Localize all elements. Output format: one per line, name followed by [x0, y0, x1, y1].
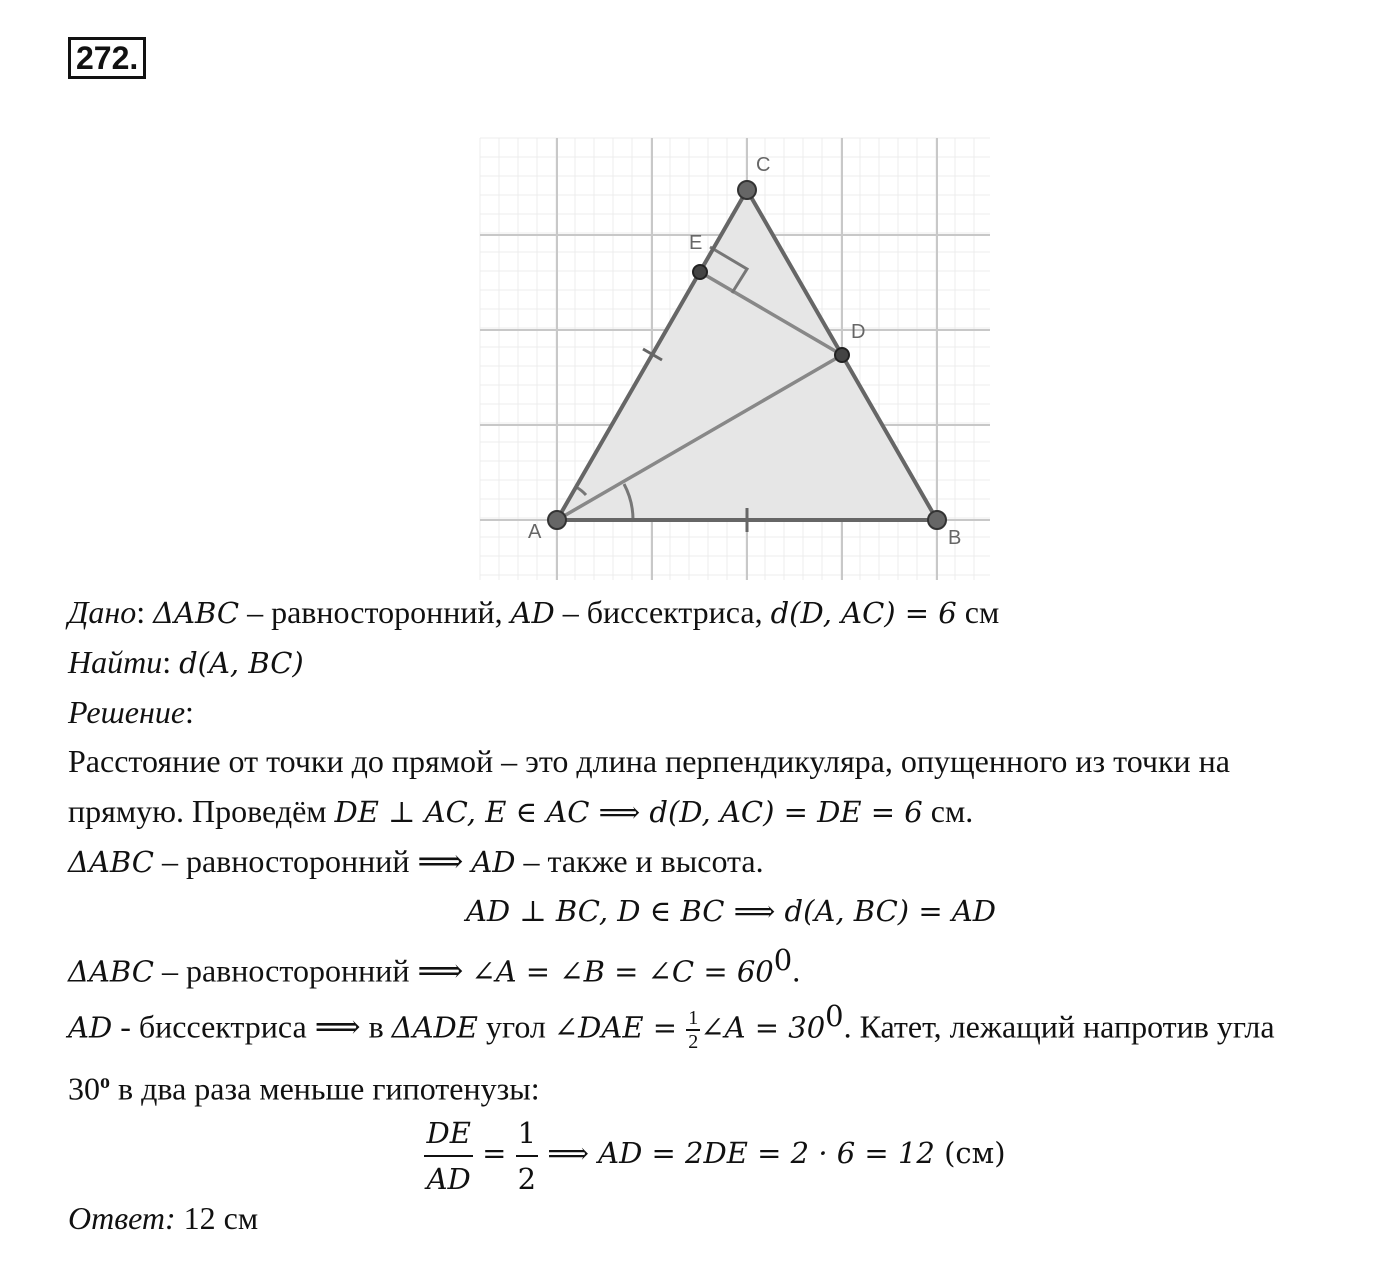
given-ad: AD: [510, 596, 555, 630]
solution-label-line: [68, 692, 194, 732]
line8-num-2: 1: [516, 1111, 538, 1157]
triangle-figure: [470, 130, 995, 585]
label-d: D: [851, 321, 866, 343]
line6-ad: AD: [68, 1010, 113, 1045]
line2-math: DE ⊥ AC, E ∈ AC ⟹ d(D, AC) = DE = 6: [334, 795, 923, 829]
line8-fraction-1: [424, 1111, 472, 1201]
line8-den-1: AD: [426, 1161, 471, 1196]
line5-math: ∠A = ∠B = ∠C = 60: [471, 954, 774, 989]
point-e: [693, 265, 707, 279]
line8-rest: ⟹ AD = 2DE = 2 · 6 = 12: [538, 1136, 935, 1170]
given-unit: см: [956, 594, 1000, 630]
line3-text-2: – также и высота.: [515, 843, 764, 879]
point-a: [548, 511, 566, 529]
answer-value: 12 см: [175, 1200, 259, 1236]
line5-sup: 0: [773, 943, 793, 977]
line6-text-3: . Катет, лежащий напротив угла: [843, 1008, 1275, 1045]
line6-text-2: угол: [477, 1008, 554, 1045]
given-triangle: ΔABC: [153, 596, 240, 630]
solution-line-7: [68, 1062, 540, 1109]
point-c: [738, 181, 756, 199]
solution-colon: :: [185, 694, 194, 730]
solution-line-3: [68, 841, 764, 882]
find-expression: d(A, BC): [179, 646, 304, 680]
label-b: B: [948, 527, 962, 549]
line7-text-1: 30: [68, 1070, 100, 1107]
solution-line-2: [68, 791, 973, 832]
point-b: [928, 511, 946, 529]
line6-fraction: [686, 1007, 700, 1053]
line6-triangle: ΔADE: [391, 1010, 478, 1045]
line6-sup: 0: [825, 999, 844, 1033]
solution-line-5: [68, 940, 800, 992]
answer-label: Ответ:: [68, 1200, 176, 1236]
line7-sup: o: [100, 1071, 110, 1093]
line8-den-2: 2: [517, 1161, 537, 1196]
line6-frac-den: 2: [688, 1031, 699, 1054]
solution-line-6: [68, 996, 1275, 1053]
given-line: [68, 592, 999, 633]
line3-triangle: ΔABC: [68, 845, 154, 879]
line2-unit: см.: [922, 793, 974, 829]
find-line: [68, 642, 304, 683]
line6-math-2: ∠A = 30: [700, 1010, 826, 1045]
line3-text-1: – равносторонний ⟹: [153, 843, 472, 879]
solution-line-8: [0, 1108, 1400, 1201]
line8-unit: (см): [934, 1136, 1006, 1170]
line5-triangle: ΔABC: [68, 954, 154, 989]
given-distance: d(D, AC) = 6: [770, 596, 957, 630]
line8-eq: =: [472, 1136, 516, 1170]
given-text-1: – равносторонний,: [239, 594, 511, 630]
given-text-2: – биссектриса,: [554, 594, 771, 630]
find-label: Найти: [68, 644, 163, 680]
solution-label: Решение: [68, 694, 186, 730]
given-colon: :: [136, 594, 146, 630]
problem-number: 272.: [68, 37, 146, 79]
find-colon: :: [162, 644, 172, 680]
triangle-fill: [557, 190, 937, 520]
line5-end: .: [792, 952, 801, 989]
solution-line-4: [0, 890, 1400, 931]
point-d: [835, 348, 849, 362]
line8-num-1: DE: [424, 1111, 472, 1157]
line6-text-1: - биссектриса ⟹ в: [112, 1008, 392, 1045]
line7-text-2: в два раза меньше гипотенузы:: [110, 1070, 540, 1107]
line2-text: прямую. Проведём: [68, 793, 335, 829]
line5-text: – равносторонний ⟹: [153, 952, 472, 989]
given-label: Дано: [68, 594, 137, 630]
line6-frac-num: 1: [688, 1007, 699, 1030]
line6-math-1: ∠DAE =: [553, 1010, 687, 1045]
line8-fraction-2: [516, 1111, 538, 1201]
line4-math: AD ⊥ BC, D ∈ BC ⟹ d(A, BC) = AD: [465, 894, 997, 928]
label-e: E: [689, 232, 703, 254]
answer-line: [68, 1198, 258, 1238]
solution-line-1: Расстояние от точки до прямой – это длина перпендикуляра, опущенного из точки на: [68, 743, 1230, 779]
line3-ad: AD: [471, 845, 516, 879]
label-a: A: [528, 521, 542, 543]
label-c: C: [756, 154, 771, 176]
